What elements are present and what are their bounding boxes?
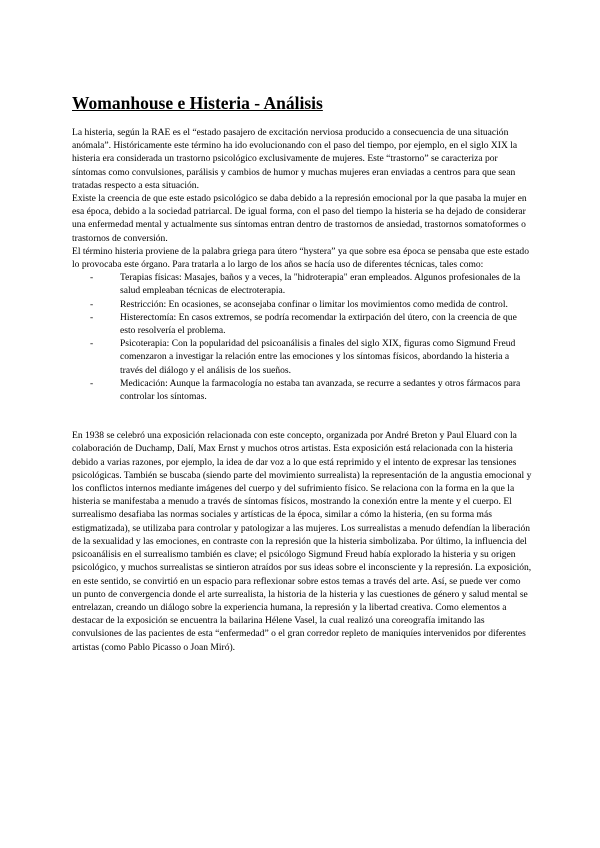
document-page xyxy=(72,92,532,654)
list-item xyxy=(90,271,532,297)
bullet-dash: - xyxy=(90,311,94,323)
bullet-dash: - xyxy=(90,298,94,310)
page-title: Womanhouse e Histeria - Análisis xyxy=(72,93,323,113)
second-paragraph: Existe la creencia de que este estado psicológico se daba debido a la represión emocional por la que pasaba la mujer en esa época, debido a la sociedad patriarcal. De igual forma, con el paso del tiempo la histeria se ha dejado de considerar una enfermedad mental y actualmente sus síntomas entran dentro de trastornos de ansiedad, trastornos somatoformes o trastornos de conversión. xyxy=(72,193,527,244)
paragraph-spacer xyxy=(72,403,532,429)
list-item xyxy=(90,298,532,311)
list-item-text: Histerectomía: En casos extremos, se podría recomendar la extirpación del útero, con la creencia de que esto resolvería el problema. xyxy=(120,311,517,337)
techniques-list xyxy=(72,271,532,403)
list-item xyxy=(90,311,532,337)
list-item-text: Restricción: En ocasiones, se aconsejaba confinar o limitar los movimientos como medida de control. xyxy=(120,298,508,310)
bullet-dash: - xyxy=(90,272,94,284)
exhibition-paragraph: En 1938 se celebró una exposición relacionada con este concepto, organizada por André Breton y Paul Eluard con la colaboración de Duchamp, Dalí, Max Ernst y muchos otros artistas. Esta exposición está relacionada con la histeria debido a varias razones, por ejemplo, la idea de dar voz a lo que está reprimido y el intento de expresar las tensiones psicológicas. También se buscaba (siendo parte del movimiento surrealista) la representación de la angustia emocional y los conflictos internos mediante imágenes del cuerpo y del sufrimiento físico. Se relaciona con la forma en la que la histeria se manifestaba a menudo a través de síntomas físicos, mostrando la conexión entre la mente y el cuerpo. El surrealismo desafiaba las normas sociales y artísticas de la época, similar a cómo la histeria, (en su forma más estigmatizada), se utilizaba para controlar y patologizar a las mujeres. Los surrealistas a menudo defendían la liberación de la sexualidad y las emociones, en contraste con la represión que la histeria simbolizaba. Por último, la influencia del psicoanálisis en el surrealismo también es clave; el psicólogo Sigmund Freud había explorado la histeria y su origen psicológico, y muchos surrealistas se sintieron atraídos por sus ideas sobre el inconsciente y la represión. La exposición, en este sentido, se convirtió en un espacio para reflexionar sobre estos temas a través del arte. Así, se puede ver como un punto de convergencia donde el arte surrealista, la historia de la histeria y las cuestiones de género y salud mental se entrelazan, creando un diálogo sobre la experiencia humana, la represión y la libertad creativa. Como elementos a destacar de la exposición se encuentra la bailarina Hélene Vasel, la cual realizó una coreografía imitando las convulsiones de las pacientes de esta “enfermedad” o el gran corredor repleto de maniquíes intervenidos por diferentes artistas (como Pablo Picasso o Joan Miró). xyxy=(72,430,532,653)
list-item-text: Terapias físicas: Masajes, baños y a veces, la "hidroterapia" eran empleados. Algunos profesionales de la salud empleaban técnicas de electroterapia. xyxy=(120,272,521,297)
bullet-dash: - xyxy=(90,377,94,389)
list-item-text: Psicoterapia: Con la popularidad del psicoanálisis a finales del siglo XIX, figuras como Sigmund Freud comenzaron a investigar la relación entre las emociones y los síntomas físicos, abordando la histeria a través del diálogo y el análisis de los sueños. xyxy=(120,338,516,376)
intro-paragraph: La histeria, según la RAE es el “estado pasajero de excitación nerviosa producido a consecuencia de una situación anómala”. Históricamente este término ha ido evolucionando con el paso del tiempo, por ejemplo, en el siglo XIX la histeria era considerada un trastorno psicológico exclusivamente de mujeres. Este “trastorno” se caracteriza por síntomas como convulsiones, parálisis y cambios de humor y muchas mujeres eran enviadas a centros para que sean tratadas respecto a esta situación. xyxy=(72,127,518,191)
third-paragraph: El término histeria proviene de la palabra griega para útero “hystera” ya que sobre esa época se pensaba que este estado lo provocaba este órgano. Para tratarla a lo largo de los años se hacía uso de diferentes técnicas, tales como: xyxy=(72,245,529,271)
bullet-dash: - xyxy=(90,338,94,350)
list-item-text: Medicación: Aunque la farmacología no estaba tan avanzada, se recurre a sedantes y otros fármacos para controlar los síntomas. xyxy=(120,377,521,403)
list-item xyxy=(90,337,532,377)
list-item xyxy=(90,377,532,403)
